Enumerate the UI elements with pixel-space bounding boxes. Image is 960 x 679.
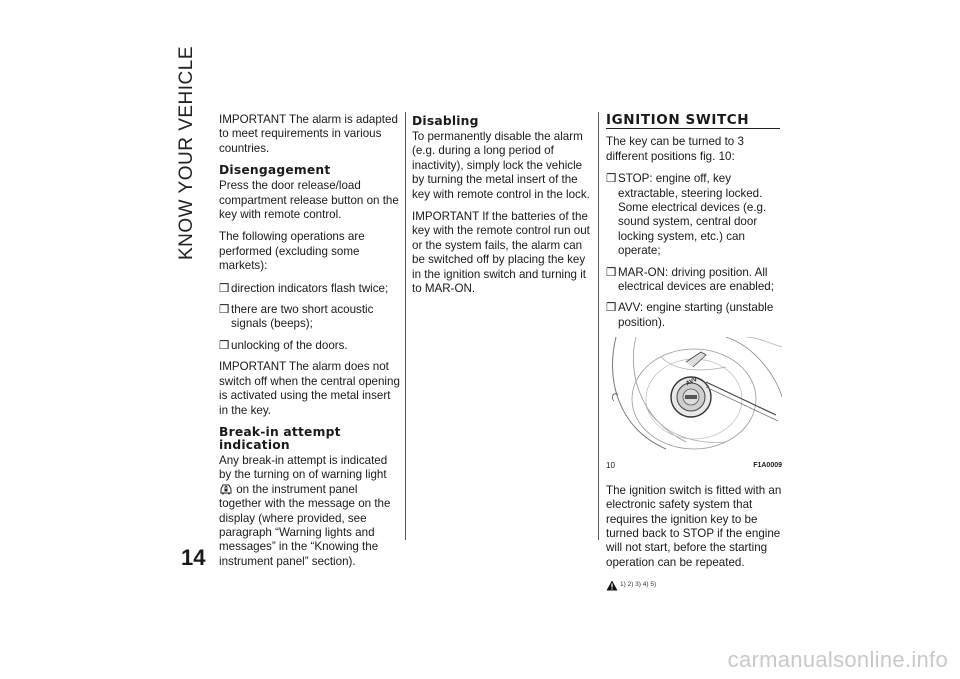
list-item: ❒ direction indicators flash twice; [219,281,389,295]
column-divider [405,112,406,540]
ignition-switch-illustration [606,337,782,457]
checkbox-bullet-icon: ❒ [606,301,617,315]
figure-code: F1A0009 [753,462,782,470]
section-title: IGNITION SWITCH [606,113,780,129]
paragraph: IMPORTANT If the batteries of the key with the remote control run out or the system fails, the alarm can be switched off by placing the key in the ignition switch and turning it to MAR-ON. [412,210,590,296]
paragraph: Press the door release/load compartment release button on the key with remote control. [219,179,399,222]
checkbox-bullet-icon: ❒ [606,265,617,279]
paragraph: IMPORTANT The alarm is adapted to meet requirements in various countries. [219,113,398,155]
heading-disabling: Disabling [412,114,479,128]
checkbox-bullet-icon: ❒ [606,172,617,186]
paragraph: Any break-in attempt is indicated by the turning on of warning light on the instrument panel together with the message on the display (where provided, see paragraph “Warning lights and messages” in the “Knowing the instrument panel” section). [219,453,391,568]
chapter-side-tab [176,45,206,260]
list-item: ❒ STOP: engine off, key extractable, steering locked. Some electrical devices (e.g. sound system, central door locking system, etc.) can operate; [606,172,767,258]
chapter-title: KNOW YOUR VEHICLE [176,45,197,260]
paragraph: IMPORTANT The alarm does not switch off when the central opening is activated using the metal insert in the key. [219,360,400,417]
watermark: carmanualsonline.info [727,647,948,672]
column-1 [219,113,400,577]
alarm-warning-light-icon [219,483,233,495]
column-divider [598,112,599,540]
heading-disengagement: Disengagement [219,163,331,178]
list-item: ❒ MAR-ON: driving position. All electrical devices are enabled; [606,265,774,294]
checkbox-bullet-icon: ❒ [219,281,230,295]
ignition-switch-figure [606,337,782,457]
figure-caption [606,459,782,473]
paragraph: The key can be turned to 3 different positions fig. 10: [606,135,744,163]
list-item: ❒ there are two short acoustic signals (beeps); [219,303,374,331]
warning-triangle-icon [606,580,618,591]
checkbox-bullet-icon: ❒ [219,303,230,317]
list-item: ❒ unlocking of the doors. [219,338,348,352]
heading-break-in: Break-in attempt indication [219,424,341,452]
paragraph: The following operations are performed (excluding some markets): [219,230,365,273]
avv-label: AVV [685,377,699,388]
warning-references: 1) 2) 3) 4) 5) [606,578,784,592]
checkbox-bullet-icon: ❒ [219,338,230,352]
column-2 [412,113,592,304]
column-3 [606,113,784,593]
paragraph: To permanently disable the alarm (e.g. during a long period of inactivity), simply lock the vehicle by turning the metal insert of the key with remote control in the lock. [412,130,590,201]
paragraph: The ignition switch is fitted with an electronic safety system that requires the ignition key to be turned back to STOP if the engine will not start, before the starting operation can be repeated. [606,483,782,569]
figure-number: 10 [606,461,615,471]
list-item: ❒ AVV: engine starting (unstable position). [606,301,774,329]
page-number: 14 [181,545,206,570]
